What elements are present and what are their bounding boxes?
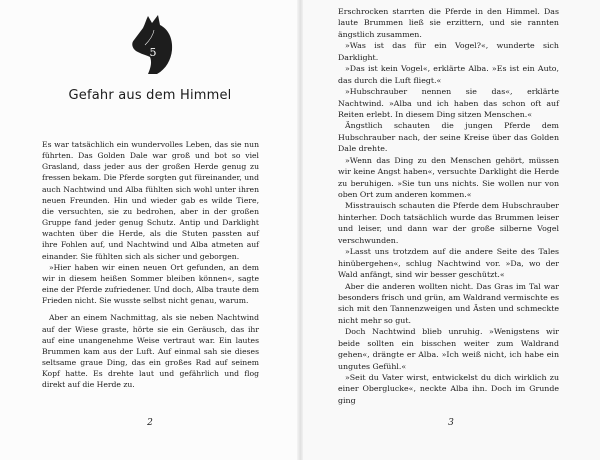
paragraph: »Das ist kein Vogel«, erklärte Alba. »Es ist ein Auto, das durch die Luft fliegt.« xyxy=(338,64,559,85)
paragraph: Doch Nachtwind blieb unruhig. »Wenigstens wir beide sollten ein bisschen weiter zum Waldrand gehen«, drängte er Alba. »Ich weiß nicht, ich habe ein ungutes Gefühl.« xyxy=(338,327,559,371)
horse-head-icon xyxy=(127,12,177,76)
paragraph: »Was ist das für ein Vogel?«, wunderte sich Darklight. xyxy=(338,41,559,62)
paragraph: Misstrauisch schauten die Pferde dem Hubschrauber hinterher. Doch tatsächlich wurde das Brummen leiser und leiser, und dann war der große silberne Vogel verschwunden. xyxy=(338,201,559,245)
paragraph: Aber an einem Nachmittag, als sie neben Nachtwind auf der Wiese graste, hörte sie ein Geräusch, das ihr auf eine unangenehme Weise vertraut war. Ein lautes Brummen kam aus der Luft. Auf einmal sah sie dieses seltsame graue Ding, das ein großes Rad auf seinem Kopf hatte. Es drehte laut und gefährlich und flog direkt auf die Herde zu. xyxy=(42,313,259,390)
paragraph: Erschrocken starrten die Pferde in den Himmel. Das laute Brummen ließ sie erzittern, und sie rannten ängstlich zusammen. xyxy=(338,7,559,39)
paragraph: »Seit du Vater wirst, entwickelst du dich wirklich zu einer Oberglucke«, neckte Alba ihn. Doch im Grunde ging xyxy=(338,373,559,405)
right-body-text xyxy=(338,6,559,406)
paragraph: Aber die anderen wollten nicht. Das Gras im Tal war besonders frisch und grün, am Waldrand vermischte es sich mit den Tannenzweigen und Ästen und schmeckte nicht mehr so gut. xyxy=(338,281,559,325)
paragraph: »Hubschrauber nennen sie das«, erklärte Nachtwind. »Alba und ich haben das schon oft auf Reiten erlebt. In diesem Ding sitzen Menschen.« xyxy=(338,87,559,119)
paragraph: »Wenn das Ding zu den Menschen gehört, müssen wir keine Angst haben«, versuchte Darklight die Herde zu beruhigen. »Sie tun uns nichts. Sie wollen nur von oben Ort zum anderen kommen.« xyxy=(338,155,559,199)
paragraph: »Lasst uns trotzdem auf die andere Seite des Tales hinübergehen«, schlug Nachtwind vor. »Da, wo der Wald anfängt, sind wir besser geschützt.« xyxy=(338,247,559,280)
paragraph: Ängstlich schauten die jungen Pferde dem Hubschrauber nach, der seine Kreise über das Golden Dale drehte. xyxy=(338,121,559,154)
page-number: 3 xyxy=(448,418,454,428)
book-gutter xyxy=(297,0,303,460)
chapter-number: 5 xyxy=(149,46,157,59)
paragraph: »Hier haben wir einen neuen Ort gefunden, an dem wir in diesem heißen Sommer bleiben können«, sagte eine der Pferde zufriedener. Und doch, Alba traute dem Frieden nicht. Sie wusste selbst nicht genau, warum. xyxy=(42,262,259,306)
right-page xyxy=(300,0,600,460)
chapter-title: Gefahr aus dem Himmel xyxy=(68,88,232,103)
paragraph: Es war tatsächlich ein wundervolles Leben, das sie nun führten. Das Golden Dale war groß und bot so viel Grasland, dass jeder aus der großen Herde genug zu fressen bekam. Die Pferde sorgten gut füreinander, und auch Nachtwind und Alba fühlten sich wohl unter ihren neuen Freunden. Hin und wieder gab es wilde Tiere, die versuchten, sie zu bedrohen, aber in der großen Gruppe fand jeder genug Schutz. Antip und Darklight wachten über die Herde, als die Stuten passten auf ihre Fohlen auf, und Nachtwind und Alba atmeten auf einander. Sie fühlten sich als sicher und geborgen. xyxy=(42,140,259,261)
page-number: 2 xyxy=(147,418,153,428)
left-body-text xyxy=(42,139,259,390)
